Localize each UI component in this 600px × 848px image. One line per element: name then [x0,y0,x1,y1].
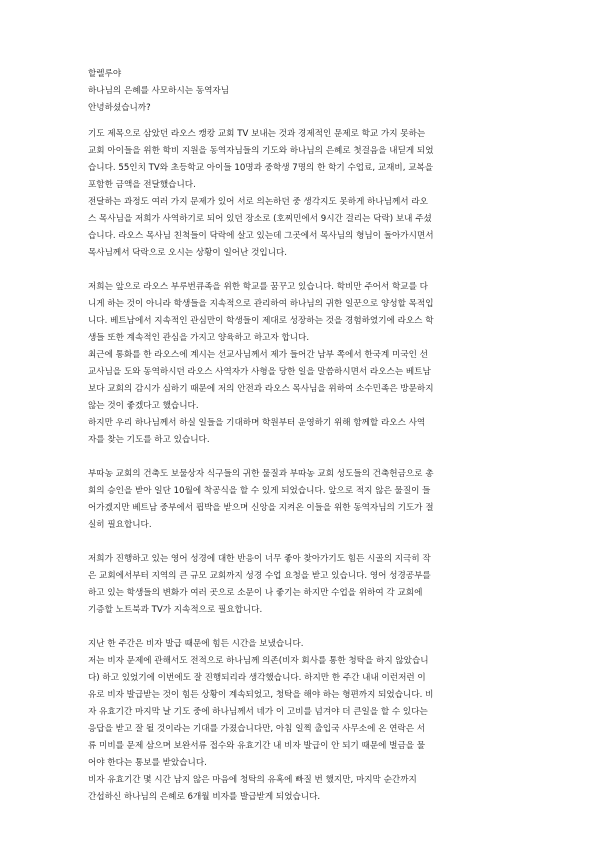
text-line: 자를 찾는 기도를 하고 있습니다. [88,435,210,445]
paragraph-laos-school [88,279,516,449]
text-line: 전달하는 과정도 여러 가지 문제가 있어 서로 의논하던 중 생각지도 못하게 하나님께서 라오 [88,197,428,207]
text-line: 응답을 받고 잘 될 것이라는 기대를 가졌습니다만, 아침 일찍 출입국 사무소에 온 연락은 서 [88,724,426,734]
greeting-block [88,66,516,117]
greeting-line: 안녕하셨습니까? [88,103,151,113]
text-line: 생들 또한 계속적인 관심을 가지고 양육하고 하고자 합니다. [88,333,310,343]
text-line: 습니다. 라오스 목사님 친척들이 닥락에 살고 있는데 그곳에서 목사님의 형님이 돌아가시면서 [88,231,434,241]
text-line: 부따농 교회의 건축도 보물상자 식구들의 귀한 물질과 부따농 교회 성도들의 건축헌금으로 총 [88,469,434,479]
text-line: 하고 있는 학생들의 변화가 여러 곳으로 소문이 나 좋기는 하지만 수업을 위하여 각 교회에 [88,588,423,598]
text-line: 목사님께서 닥락으로 오시는 상황이 일어난 것입니다. [88,248,288,258]
text-line: 은 교회에서부터 지역의 큰 규모 교회까지 성경 수업 요청을 받고 있습니다. 영어 성경공부를 [88,571,431,581]
text-line: 교사님을 도와 동역하시던 라오스 사역자가 사형을 당한 일을 말씀하시면서 라오스는 베트남 [88,367,431,377]
greeting-line: 할렐루야 [88,69,122,79]
text-line: 포함한 금액을 전달했습니다. [88,180,196,190]
text-line: 회의 승인을 받아 일단 10월에 착공식을 할 수 있게 되었습니다. 앞으로 적지 않은 물질이 들 [88,486,431,496]
text-line: 간섭하신 하나님의 은혜로 6개월 비자를 발급받게 되었습니다. [88,792,321,802]
text-line: 지난 한 주간은 비자 발급 때문에 힘든 시간을 보냈습니다. [88,639,304,649]
text-line: 자 유효기간 마지막 날 기도 중에 하나님께서 네가 이 고비를 넘겨야 더 큰일을 할 수 있다는 [88,707,428,717]
paragraph-visa [88,636,516,806]
text-line: 않는 것이 좋겠다고 했습니다. [88,401,199,411]
text-line: 류 미비를 문제 삼으며 보완서류 접수와 유효기간 내 비자 발급이 안 되기 때문에 벌금을 물 [88,741,426,751]
letter-body [88,66,516,806]
text-line: 최근에 통화를 한 라오스에 계시는 선교사님께서 제가 들어간 남부 쪽에서 한국계 미국인 선 [88,350,428,360]
text-line: 유로 비자 발급받는 것이 힘든 상황이 계속되었고, 청탁을 해야 하는 형편까지 되었습니다. 비 [88,690,434,700]
text-line: 보다 교회의 감시가 심하기 때문에 저의 안전과 라오스 목사님을 위하여 소수민족은 방문하지 [88,384,434,394]
text-line: 저희가 진행하고 있는 영어 성경에 대한 반응이 너무 좋아 찾아가기도 힘든 시골의 지극히 작 [88,554,431,564]
text-line: 저는 비자 문제에 관해서도 전적으로 하나님께 의존(비자 회사를 통한 청탁을 하지 않았습니 [88,656,429,666]
text-line: 실히 필요합니다. [88,520,152,530]
text-line: 습니다. 55인치 TV와 초등학교 아이들 10명과 중학생 7명의 한 학기 수업료, 교재비, 교복을 [88,163,434,173]
text-line: 다) 하고 있었기에 이번에도 잘 진행되리라 생각했습니다. 하지만 한 주간 내내 이런저런 이 [88,673,426,683]
text-line: 저희는 앞으로 라오스 부루번큐족을 위한 학교를 꿈꾸고 있습니다. 학비만 주어서 학교를 다 [88,282,428,292]
greeting-line: 하나님의 은혜를 사모하시는 동역자님 [88,86,230,96]
text-line: 어가겠지만 베트남 중부에서 핍박을 받으며 신앙을 지켜온 이들을 위한 동역자님의 기도가 절 [88,503,434,513]
text-line: 어야 한다는 통보를 받았습니다. [88,758,207,768]
paragraph-church-construction [88,466,516,534]
paragraph-tv-tuition [88,126,516,262]
text-line: 하지만 우리 하나님께서 하실 일들을 기대하며 학원부터 운영하기 위해 함께할 라오스 사역 [88,418,426,428]
text-line: 니다. 베트남에서 지속적인 관심만이 학생들이 제대로 성장하는 것을 경험하였기에 라오스 학 [88,316,434,326]
text-line: 비자 유효기간 몇 시간 남지 않은 마음에 청탁의 유혹에 빠질 번 했지만, 마지막 순간까지 [88,775,417,785]
text-line: 교회 아이들을 위한 학비 지원을 동역자님들의 기도와 하나님의 은혜로 첫걸음을 내딛게 되었 [88,146,434,156]
text-line: 니게 하는 것이 아니라 학생들을 지속적으로 관리하여 하나님의 귀한 일꾼으로 양성할 목적입 [88,299,434,309]
paragraph-english-bible [88,551,516,619]
text-line: 기증할 노트북과 TV가 지속적으로 필요합니다. [88,605,263,615]
text-line: 스 목사님을 저희가 사역하기로 되어 있던 장소로 (호찌민에서 9시간 걸리는 닥락) 보내 주셨 [88,214,432,224]
text-line: 기도 제목으로 삼았던 라오스 캥캉 교회 TV 보내는 것과 경제적인 문제로 학교 가지 못하는 [88,129,426,139]
